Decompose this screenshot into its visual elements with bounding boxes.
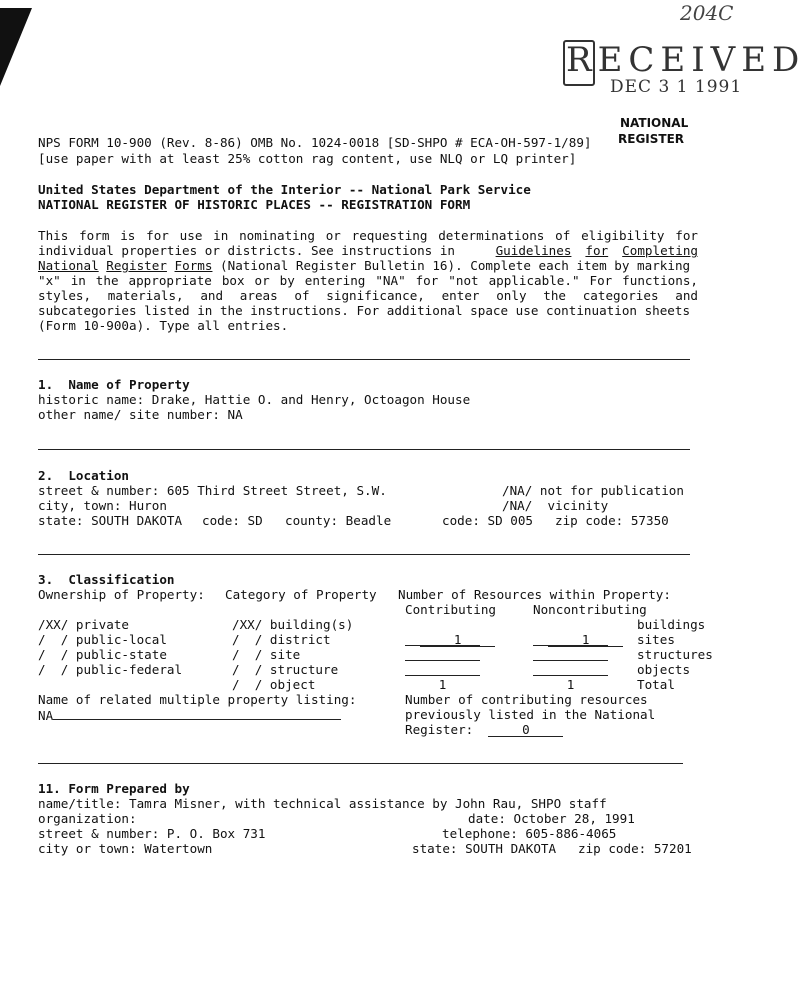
paper-note: [use paper with at least 25% cotton rag content, use NLQ or LQ printer]	[38, 151, 577, 166]
intro-text: individual properties or districts. See instructions in	[38, 243, 463, 258]
resource-type-label: sites	[637, 632, 675, 647]
organization: organization:	[38, 811, 137, 826]
department-line: United States Department of the Interior -- National Park Service	[38, 182, 531, 197]
section-2-heading: 2. Location	[38, 468, 130, 483]
section-11-heading: 11. Form Prepared by	[38, 781, 190, 796]
office-label-1: NATIONAL	[620, 116, 689, 130]
intro-line-5: styles, materials, and areas of significance, enter only the categories and	[38, 288, 698, 303]
guidelines-link: National	[38, 258, 99, 273]
category-option: / / district	[232, 632, 331, 647]
resource-type-label: objects	[637, 662, 691, 677]
category-option: / / structure	[232, 662, 339, 677]
guidelines-link: for	[585, 243, 609, 258]
section-1-heading: 1. Name of Property	[38, 377, 190, 392]
not-for-publication: /NA/ not for publication	[502, 483, 684, 498]
intro-text: (National Register Bulletin 16). Complete each item by marking	[212, 258, 691, 273]
divider	[38, 554, 690, 555]
contributing-count: 1	[438, 677, 447, 692]
form-title: NATIONAL REGISTER OF HISTORIC PLACES -- REGISTRATION FORM	[38, 197, 471, 212]
intro-line-2	[38, 243, 698, 258]
resource-type-label: Total	[637, 677, 675, 692]
related-listing-label: Name of related multiple property listing:	[38, 692, 357, 707]
intro-line-4: "x" in the appropriate box or by entering "NA" for "not applicable." For functions,	[38, 273, 698, 288]
divider	[38, 449, 690, 450]
scan-corner-mark	[0, 8, 32, 86]
intro-line-6: subcategories listed in the instructions. For additional space use continuation sheets	[38, 303, 691, 318]
ownership-option: /XX/ private	[38, 617, 129, 632]
previously-listed-count: Register: 0	[405, 722, 563, 737]
state: state: SOUTH DAKOTA	[38, 513, 183, 528]
contributing-count: 1	[420, 633, 495, 647]
ownership-option: / / public-federal	[38, 662, 183, 677]
contributing-count	[405, 647, 480, 661]
handwritten-note: 204C	[680, 1, 734, 25]
form-number-line: NPS FORM 10-900 (Rev. 8-86) OMB No. 1024-0018 [SD-SHPO # ECA-OH-597-1/89]	[38, 135, 592, 150]
preparer-zip: zip code: 57201	[578, 841, 692, 856]
noncontributing-count: 1	[566, 677, 575, 692]
preparer-name: name/title: Tamra Misner, with technical assistance by John Rau, SHPO staff	[38, 796, 607, 811]
telephone: telephone: 605-886-4065	[442, 826, 617, 841]
preparer-state: state: SOUTH DAKOTA	[412, 841, 557, 856]
county-code: code: SD 005	[442, 513, 533, 528]
category-option: / / object	[232, 677, 316, 692]
noncontributing-count	[533, 632, 608, 646]
contributing-count	[405, 662, 480, 676]
section-3-heading: 3. Classification	[38, 572, 175, 587]
city-town: city, town: Huron	[38, 498, 167, 513]
intro-line-1: This form is for use in nominating or requesting determinations of eligibility for	[38, 228, 698, 243]
previously-listed-label: Number of contributing resources	[405, 692, 648, 707]
noncontributing-header: Noncontributing	[533, 602, 647, 617]
preparer-street: street & number: P. O. Box 731	[38, 826, 266, 841]
noncontributing-count	[533, 662, 608, 676]
category-label: Category of Property	[225, 587, 377, 602]
resources-label: Number of Resources within Property:	[398, 587, 671, 602]
contributing-header: Contributing	[405, 602, 496, 617]
guidelines-link: Forms	[174, 258, 213, 273]
related-listing-value: NA	[38, 707, 341, 723]
guidelines-link: Completing	[622, 243, 698, 258]
state-code: code: SD	[202, 513, 263, 528]
county: county: Beadle	[285, 513, 392, 528]
office-label-2: REGISTER	[618, 132, 685, 146]
received-stamp: RECEIVED	[566, 40, 805, 80]
divider	[38, 763, 683, 764]
divider	[38, 359, 690, 360]
noncontributing-count	[533, 647, 608, 661]
ownership-label: Ownership of Property:	[38, 587, 205, 602]
category-option: /XX/ building(s)	[232, 617, 354, 632]
intro-line-7: (Form 10-900a). Type all entries.	[38, 318, 289, 333]
resource-type-label: structures	[637, 647, 713, 662]
contributing-count	[405, 632, 480, 646]
street-number: street & number: 605 Third Street Street, S.W.	[38, 483, 387, 498]
vicinity: /NA/ vicinity	[502, 498, 609, 513]
intro-line-3	[38, 258, 698, 273]
ownership-option: / / public-state	[38, 647, 167, 662]
noncontributing-count: 1	[548, 633, 623, 647]
other-name: other name/ site number: NA	[38, 407, 243, 422]
resource-type-label: buildings	[637, 617, 706, 632]
guidelines-link: Register	[106, 258, 167, 273]
historic-name: historic name: Drake, Hattie O. and Henry, Octoagon House	[38, 392, 471, 407]
category-option: / / site	[232, 647, 301, 662]
prepared-date: date: October 28, 1991	[468, 811, 635, 826]
ownership-option: / / public-local	[38, 632, 167, 647]
received-date: DEC 3 1 1991	[610, 77, 743, 97]
previously-listed-label: previously listed in the National	[405, 707, 656, 722]
preparer-city: city or town: Watertown	[38, 841, 213, 856]
zip-code: zip code: 57350	[555, 513, 669, 528]
guidelines-link: Guidelines	[495, 243, 572, 258]
